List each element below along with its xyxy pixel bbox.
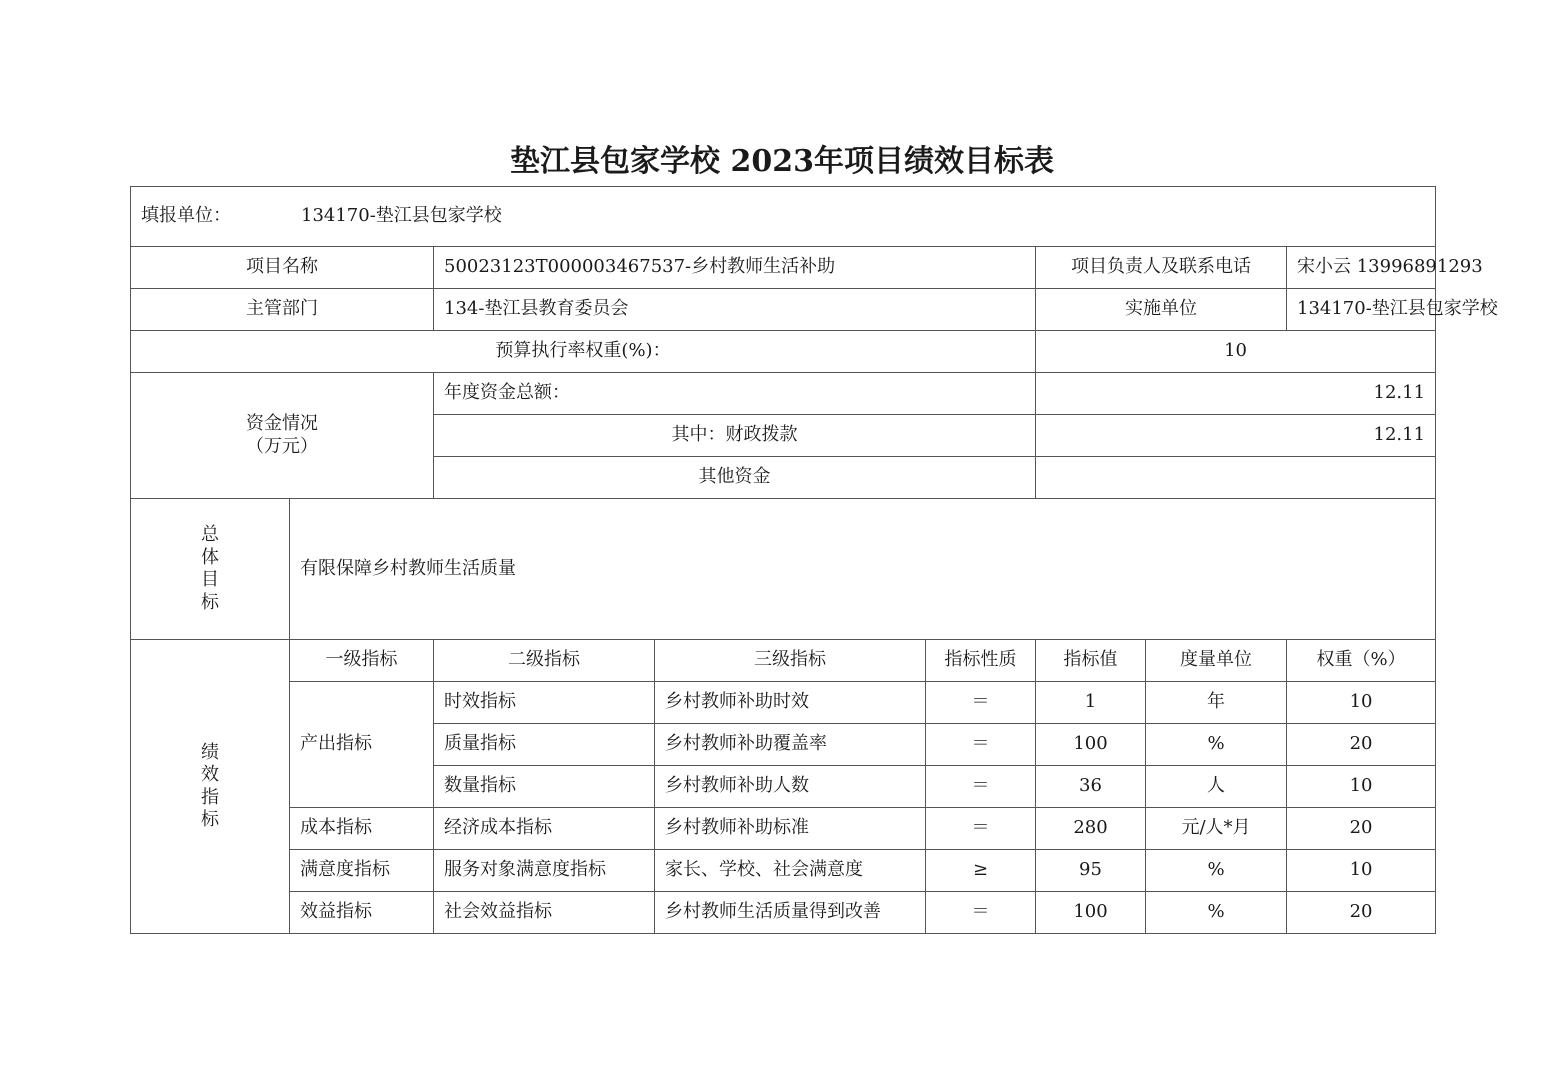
table-row (131, 892, 1436, 934)
funds-other-label: 其他资金 (434, 457, 1036, 499)
nature-cell: ＝ (926, 724, 1036, 766)
unit-cell: 年 (1146, 682, 1287, 724)
level3-cell: 乡村教师补助时效 (655, 682, 926, 724)
nature-cell: ＝ (926, 808, 1036, 850)
value-cell: 36 (1036, 766, 1146, 808)
header-level1: 一级指标 (290, 640, 434, 682)
nature-cell: ＝ (926, 766, 1036, 808)
level3-cell: 乡村教师补助标准 (655, 808, 926, 850)
perf-label-char: 标 (201, 809, 219, 830)
funds-total-row (131, 373, 1436, 415)
fill-unit-value: 134170-垫江县包家学校 (301, 205, 502, 227)
level2-cell: 时效指标 (434, 682, 655, 724)
value-cell: 1 (1036, 682, 1146, 724)
level2-cell: 服务对象满意度指标 (434, 850, 655, 892)
nature-cell: ≥ (926, 850, 1036, 892)
value-cell: 95 (1036, 850, 1146, 892)
goal-label-char: 体 (201, 546, 219, 568)
value-cell: 100 (1036, 892, 1146, 934)
contact-label: 项目负责人及联系电话 (1036, 247, 1287, 289)
unit-cell: % (1146, 850, 1287, 892)
table-row (131, 850, 1436, 892)
goal-text: 有限保障乡村教师生活质量 (290, 499, 1436, 640)
budget-weight-row (131, 331, 1436, 373)
funds-other-value (1036, 457, 1436, 499)
funds-label-line1: 资金情况 (246, 413, 318, 434)
funds-label-line2: （万元） (246, 435, 318, 457)
page-title: 垫江县包家学校 2023年项目绩效目标表 (510, 144, 1054, 179)
weight-cell: 10 (1287, 682, 1436, 724)
unit-cell: 元/人*月 (1146, 808, 1287, 850)
perf-label-char: 效 (201, 764, 219, 785)
project-name-label: 项目名称 (131, 247, 434, 289)
perf-label (131, 640, 290, 934)
level2-cell: 质量指标 (434, 724, 655, 766)
funds-total-value: 12.11 (1036, 373, 1436, 415)
header-nature: 指标性质 (926, 640, 1036, 682)
fill-unit-row (131, 187, 1436, 247)
header-unit: 度量单位 (1146, 640, 1287, 682)
contact-value: 宋小云 13996891293 (1287, 247, 1436, 289)
level3-cell: 乡村教师补助人数 (655, 766, 926, 808)
value-cell: 280 (1036, 808, 1146, 850)
performance-target-table (130, 186, 1498, 934)
weight-cell: 20 (1287, 808, 1436, 850)
perf-label-char: 绩 (201, 741, 219, 763)
goal-label-char: 目 (201, 569, 219, 590)
budget-weight-label: 预算执行率权重(%)： (131, 331, 1036, 373)
value-cell: 100 (1036, 724, 1146, 766)
weight-cell: 10 (1287, 850, 1436, 892)
header-value: 指标值 (1036, 640, 1146, 682)
funds-fiscal-label: 其中：财政拨款 (434, 415, 1036, 457)
budget-weight-value: 10 (1036, 331, 1436, 373)
goal-label-char: 标 (201, 591, 219, 613)
project-name-value: 50023123T000003467537-乡村教师生活补助 (434, 247, 1036, 289)
goal-label (131, 499, 290, 640)
dept-row (131, 289, 1436, 331)
impl-value: 134170-垫江县包家学校 (1287, 289, 1436, 331)
header-level2: 二级指标 (434, 640, 655, 682)
nature-cell: ＝ (926, 892, 1036, 934)
impl-label: 实施单位 (1036, 289, 1287, 331)
weight-cell: 20 (1287, 724, 1436, 766)
goal-label-char: 总 (201, 524, 219, 545)
level3-cell: 乡村教师生活质量得到改善 (655, 892, 926, 934)
level1-cell: 产出指标 (290, 682, 434, 808)
level3-cell: 乡村教师补助覆盖率 (655, 724, 926, 766)
level1-cell: 满意度指标 (290, 850, 434, 892)
funds-fiscal-value: 12.11 (1036, 415, 1436, 457)
fill-unit-cell (131, 187, 1436, 247)
unit-cell: % (1146, 892, 1287, 934)
level3-cell: 家长、学校、社会满意度 (655, 850, 926, 892)
perf-label-char: 指 (201, 786, 219, 808)
funds-total-label: 年度资金总额： (434, 373, 1036, 415)
dept-value: 134-垫江县教育委员会 (434, 289, 1036, 331)
weight-cell: 10 (1287, 766, 1436, 808)
weight-cell: 20 (1287, 892, 1436, 934)
unit-cell: 人 (1146, 766, 1287, 808)
unit-cell: % (1146, 724, 1287, 766)
table-row (131, 682, 1436, 724)
goal-row (131, 499, 1436, 640)
header-level3: 三级指标 (655, 640, 926, 682)
level2-cell: 数量指标 (434, 766, 655, 808)
header-weight: 权重（%） (1287, 640, 1436, 682)
dept-label: 主管部门 (131, 289, 434, 331)
level2-cell: 经济成本指标 (434, 808, 655, 850)
nature-cell: ＝ (926, 682, 1036, 724)
level2-cell: 社会效益指标 (434, 892, 655, 934)
funds-label (131, 373, 434, 499)
project-name-row (131, 247, 1436, 289)
level1-cell: 效益指标 (290, 892, 434, 934)
perf-header-row (131, 640, 1436, 682)
table-row (131, 808, 1436, 850)
level1-cell: 成本指标 (290, 808, 434, 850)
fill-unit-label: 填报单位： (141, 205, 231, 227)
